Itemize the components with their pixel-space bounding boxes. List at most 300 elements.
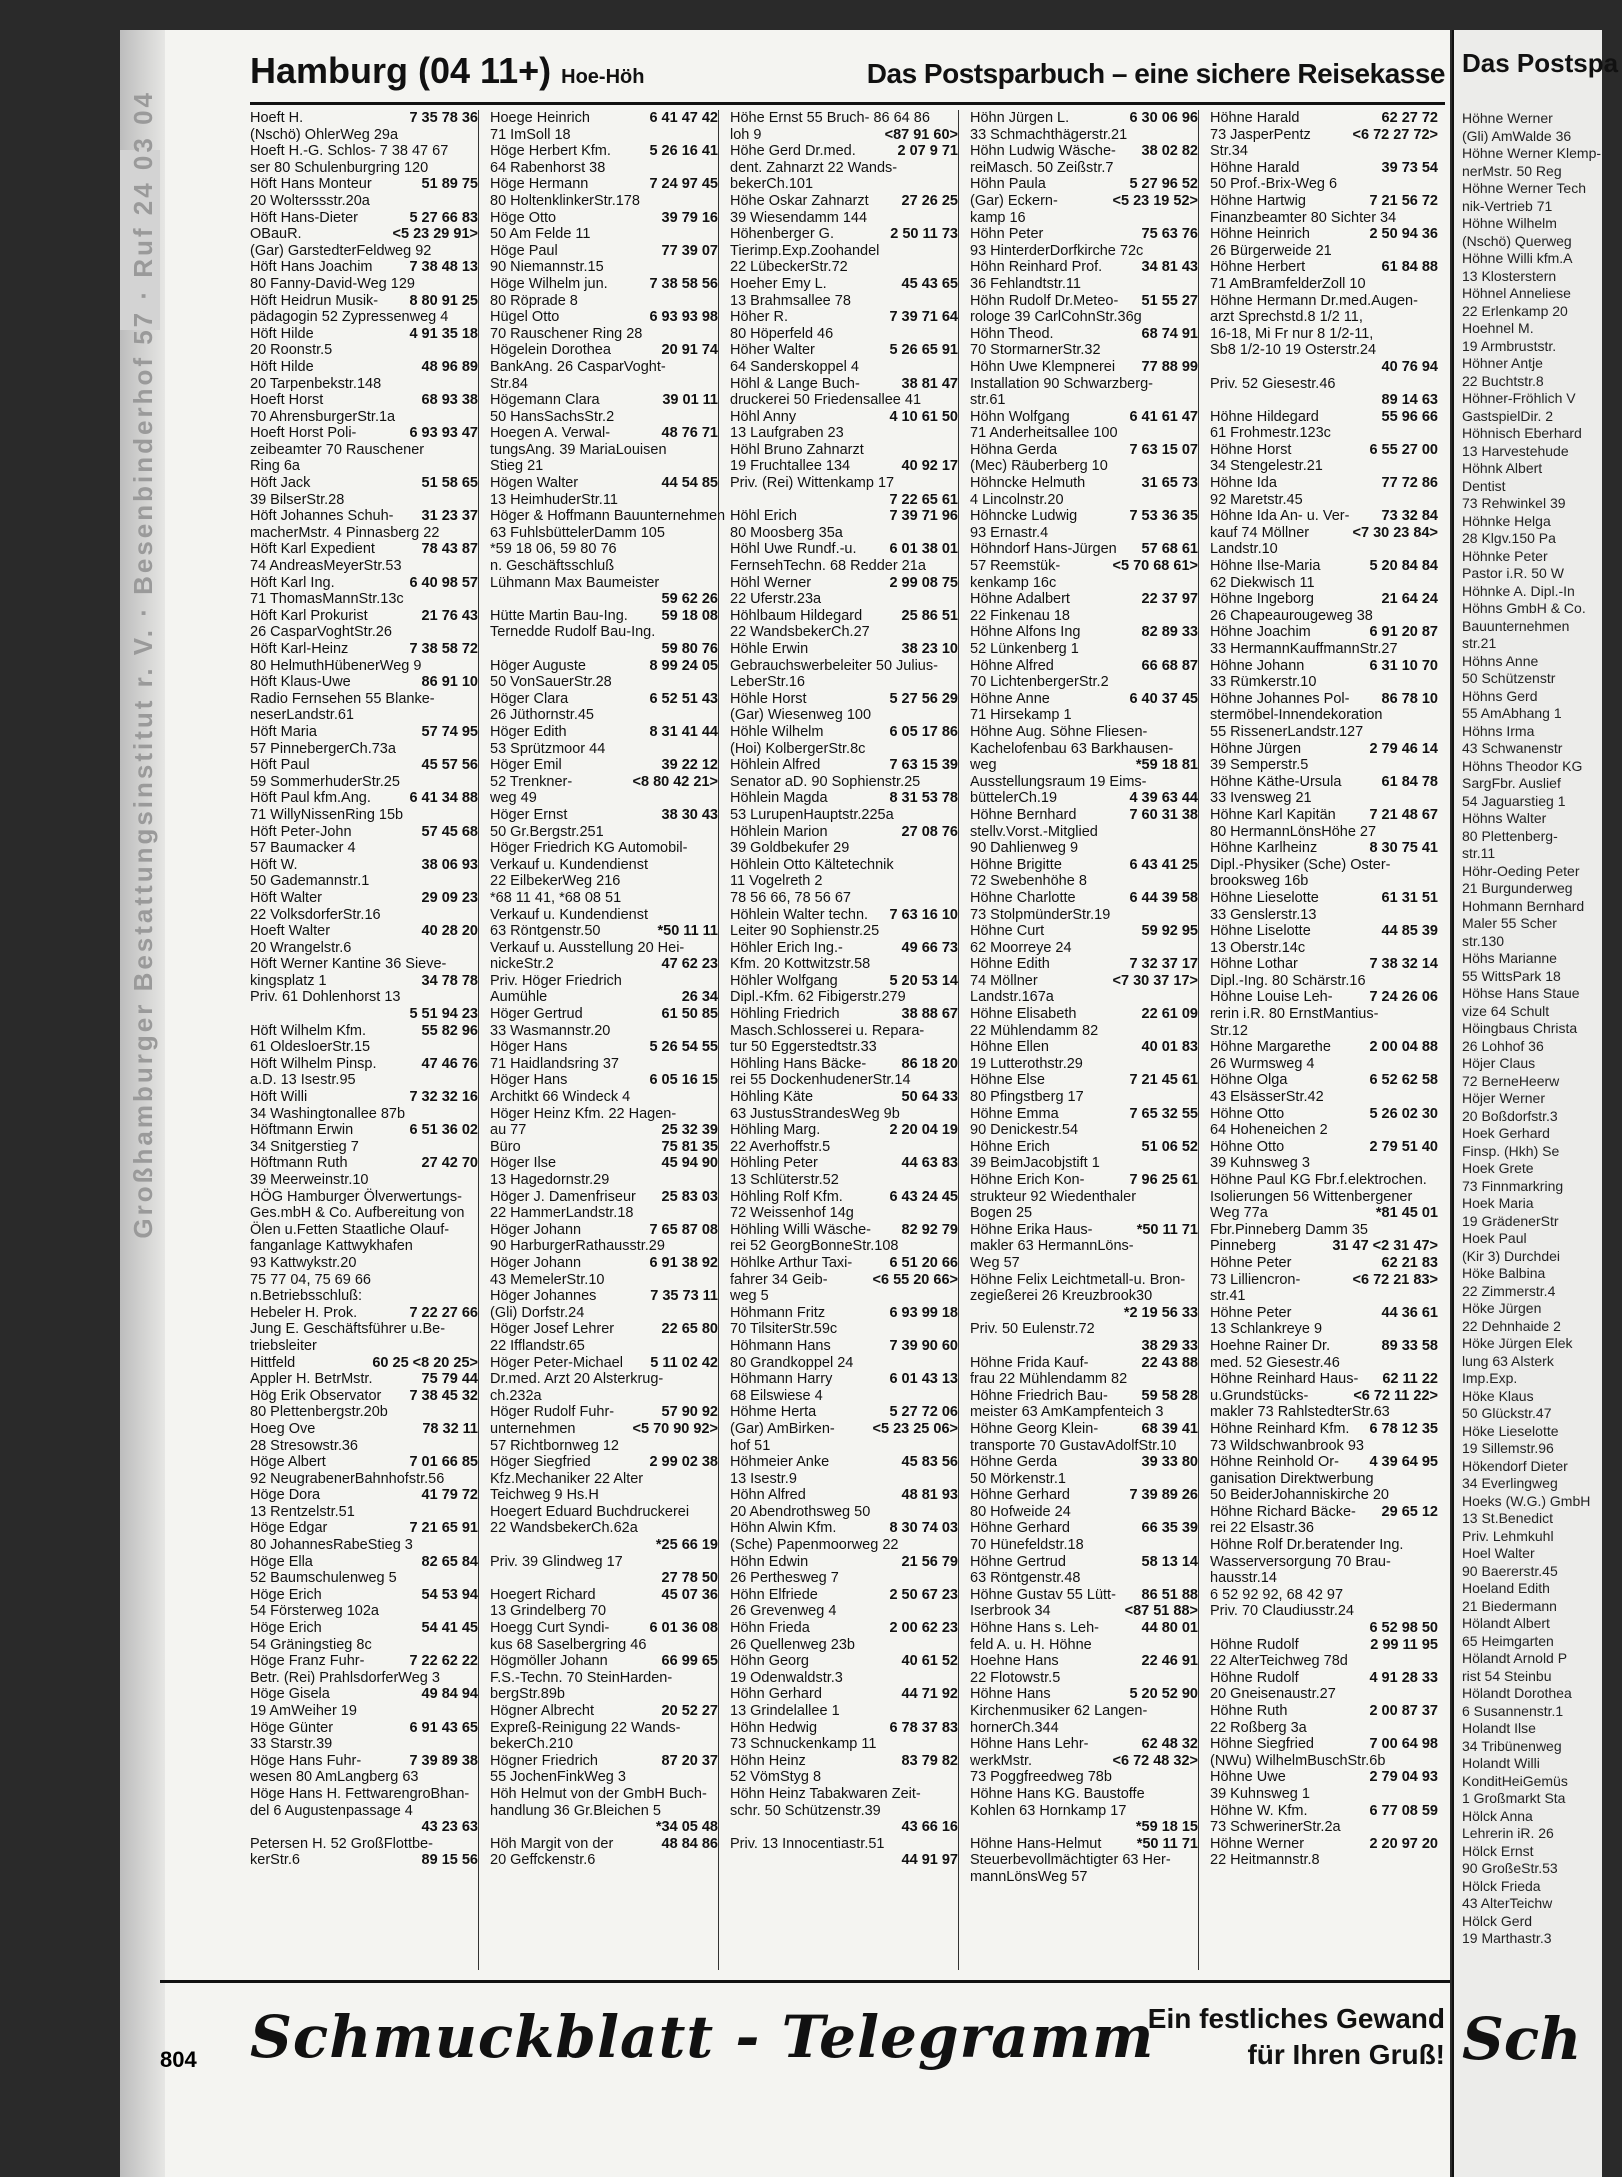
entry-phone: 44 63 83 xyxy=(901,1155,958,1172)
entry-name: Höhne Emma xyxy=(970,1105,1059,1122)
entry-name: 4 Lincolnstr.20 xyxy=(970,491,1064,508)
next-page-line: str.130 xyxy=(1462,932,1505,949)
entry-name: 80 HoltenklinkerStr.178 xyxy=(490,192,640,209)
entry-name: 39 Kuhnsweg 3 xyxy=(1210,1155,1310,1172)
directory-entry xyxy=(1210,1554,1438,1571)
entry-phone xyxy=(714,907,718,924)
entry-phone xyxy=(1434,1222,1438,1239)
entry-phone: 7 96 25 61 xyxy=(1129,1172,1198,1188)
entry-phone: 7 22 27 66 xyxy=(409,1304,478,1321)
directory-entry xyxy=(490,226,718,243)
directory-entry xyxy=(1210,1471,1438,1488)
directory-entry xyxy=(970,940,1198,957)
entry-name: 61 OldesloerStr.15 xyxy=(250,1039,371,1056)
directory-entry xyxy=(250,1222,478,1239)
directory-entry xyxy=(730,1023,958,1040)
entry-phone: 7 39 89 38 xyxy=(409,1752,478,1769)
entry-phone xyxy=(474,1786,478,1803)
directory-entry xyxy=(730,1006,958,1023)
entry-name: Stieg 21 xyxy=(490,458,544,475)
directory-entry xyxy=(1210,1238,1438,1255)
directory-entry xyxy=(490,1355,718,1372)
entry-phone xyxy=(474,907,478,924)
entry-name: 39 Semperstr.5 xyxy=(1210,757,1309,774)
entry-phone xyxy=(714,127,718,144)
entry-phone xyxy=(954,1039,958,1056)
directory-entry xyxy=(970,774,1198,791)
entry-name: Höge Albert xyxy=(250,1454,326,1471)
entry-phone: 54 53 94 xyxy=(421,1586,478,1603)
entry-name: feld A. u. H. Höhne xyxy=(970,1636,1092,1653)
directory-entry xyxy=(490,1587,718,1604)
entry-name: 74 AndreasMeyerStr.53 xyxy=(250,558,402,575)
entry-name: Höhne Else xyxy=(970,1072,1045,1089)
entry-name: Höger Hans xyxy=(490,1072,568,1089)
next-page-line: Höke Lieselotte xyxy=(1462,1422,1559,1439)
directory-entry xyxy=(970,624,1198,641)
directory-entry xyxy=(970,1852,1198,1869)
entry-phone: 5 51 94 23 xyxy=(409,1006,478,1023)
directory-entry xyxy=(730,110,958,127)
entry-phone xyxy=(1434,1006,1438,1023)
entry-name: 13 Grindelallee 1 xyxy=(730,1703,840,1719)
directory-entry xyxy=(730,608,958,625)
entry-phone: 82 65 84 xyxy=(421,1553,478,1570)
entry-name: 22 HammerLandstr.18 xyxy=(490,1205,634,1222)
directory-entry xyxy=(1210,741,1438,758)
entry-phone xyxy=(954,1537,958,1554)
entry-name: 70 LichtenbergerStr.2 xyxy=(970,674,1109,691)
entry-name: Höft Walter xyxy=(250,889,322,906)
next-page-line: Höhne Werner xyxy=(1462,110,1553,126)
directory-entry xyxy=(1210,807,1438,824)
directory-entry xyxy=(730,940,958,957)
entry-phone: 7 65 32 55 xyxy=(1129,1105,1198,1122)
entry-name: stermöbel-Innendekoration xyxy=(1210,707,1383,724)
entry-name: Dipl.-Physiker (Sche) Oster- xyxy=(1210,856,1391,873)
directory-entry xyxy=(250,1487,478,1504)
entry-name: 13 Grindelberg 70 xyxy=(490,1603,607,1620)
directory-entry xyxy=(1210,143,1438,160)
entry-name: 13 Schlüterstr.52 xyxy=(730,1172,839,1188)
directory-entry xyxy=(250,1670,478,1687)
directory-entry xyxy=(1210,1520,1438,1537)
entry-name: Höge Paul xyxy=(490,242,558,259)
entry-phone xyxy=(954,293,958,310)
entry-phone xyxy=(714,525,718,542)
directory-entry xyxy=(1210,1603,1438,1620)
entry-phone xyxy=(474,409,478,426)
entry-name: Höhne Karl Kapitän xyxy=(1210,806,1336,823)
entry-name: (Nschö) OhlerWeg 29a xyxy=(250,126,399,143)
directory-entry xyxy=(1210,1006,1438,1023)
next-page-line: (Gli) AmWalde 36 xyxy=(1462,127,1572,144)
entry-name: weg 5 xyxy=(730,1288,769,1305)
entry-phone xyxy=(1194,1272,1198,1289)
entry-name: str.41 xyxy=(1210,1288,1246,1305)
entry-phone: 2 20 97 20 xyxy=(1369,1835,1438,1852)
directory-entry xyxy=(970,1620,1198,1637)
directory-entry xyxy=(1210,1023,1438,1040)
entry-name: Höhn Frieda xyxy=(730,1620,810,1637)
entry-phone: 39 73 54 xyxy=(1381,159,1438,176)
directory-entry xyxy=(1210,724,1438,741)
entry-phone: 7 39 89 26 xyxy=(1129,1487,1198,1504)
entry-name: Höft Paul xyxy=(250,757,310,774)
directory-entry xyxy=(490,1172,718,1189)
entry-name: OBauR. xyxy=(250,226,302,243)
entry-name: Dr.med. Arzt 20 Alsterkrug- xyxy=(490,1371,664,1388)
directory-entry xyxy=(250,1172,478,1189)
directory-page xyxy=(120,30,1450,2177)
entry-phone xyxy=(1434,1288,1438,1305)
entry-name: Höft W. xyxy=(250,856,298,873)
entry-name: Priv. 39 Glindweg 17 xyxy=(490,1553,623,1570)
entry-phone xyxy=(954,525,958,542)
entry-name: Tierimp.Exp.Zoohandel xyxy=(730,242,880,259)
next-page-line: 28 Klgv.150 Pa xyxy=(1462,530,1556,546)
directory-entry xyxy=(970,1288,1198,1305)
directory-entry xyxy=(970,1072,1198,1089)
directory-entry xyxy=(490,1371,718,1388)
entry-phone: 49 66 73 xyxy=(901,939,958,956)
entry-phone: 62 48 32 xyxy=(1141,1736,1198,1753)
entry-phone: 6 52 51 43 xyxy=(649,690,718,707)
directory-entry xyxy=(970,243,1198,260)
directory-entry xyxy=(250,1803,478,1820)
directory-entry xyxy=(970,890,1198,907)
entry-phone: 2 00 04 88 xyxy=(1369,1039,1438,1056)
entry-phone xyxy=(1434,1023,1438,1040)
entry-phone xyxy=(1194,1155,1198,1172)
entry-name: 73 Schnuckenkamp 11 xyxy=(730,1736,877,1753)
entry-phone xyxy=(954,1106,958,1123)
entry-name: Aumühle xyxy=(490,989,548,1006)
entry-phone: 73 32 84 xyxy=(1381,508,1438,525)
next-page-line: Hökendorf Dieter xyxy=(1462,1457,1568,1474)
directory-entry xyxy=(490,1305,718,1322)
entry-name: Höhn Theod. xyxy=(970,325,1054,342)
entry-phone: 39 22 12 xyxy=(661,757,718,774)
entry-name: Ges.mbH & Co. Aufbereitung von xyxy=(250,1205,465,1222)
entry-phone xyxy=(474,127,478,144)
entry-name: Höger Hans xyxy=(490,1039,568,1056)
directory-entry xyxy=(970,376,1198,393)
entry-name: Höhmann Fritz xyxy=(730,1304,826,1321)
next-page-line: 72 BerneHeerw xyxy=(1462,1072,1560,1089)
entry-name: 22 Finkenau 18 xyxy=(970,607,1070,624)
directory-entry xyxy=(490,243,718,260)
directory-entry xyxy=(970,1670,1198,1687)
directory-entry xyxy=(250,973,478,990)
directory-entry xyxy=(970,840,1198,857)
entry-name: zeibeamter 70 Rauschener xyxy=(250,441,425,458)
entry-name: Höhne Karlheinz xyxy=(1210,840,1318,857)
entry-name: *59 18 06, 59 80 76 xyxy=(490,541,617,558)
entry-name: 22 LübeckerStr.72 xyxy=(730,259,848,276)
directory-entry xyxy=(970,1421,1198,1438)
directory-entry xyxy=(1210,1072,1438,1089)
entry-name: Höger Clara xyxy=(490,690,569,707)
directory-entry xyxy=(490,143,718,160)
directory-entry xyxy=(970,1786,1198,1803)
entry-phone xyxy=(1434,973,1438,990)
directory-entry xyxy=(1210,1454,1438,1471)
entry-name: weg 49 xyxy=(490,790,537,807)
entry-phone: 51 55 27 xyxy=(1141,292,1198,309)
entry-phone: 45 57 56 xyxy=(421,757,478,774)
directory-entry xyxy=(970,1471,1198,1488)
entry-name: Höhne Ruth xyxy=(1210,1703,1288,1719)
directory-entry xyxy=(970,1089,1198,1106)
directory-entry xyxy=(1210,210,1438,227)
next-page-line: str.11 xyxy=(1462,845,1496,861)
entry-name: Höftmann Ruth xyxy=(250,1155,348,1172)
page-footer xyxy=(160,1980,1450,2103)
directory-entry xyxy=(1210,1205,1438,1222)
entry-phone xyxy=(714,1388,718,1405)
directory-entry xyxy=(250,508,478,525)
directory-entry xyxy=(250,409,478,426)
entry-phone xyxy=(1194,1189,1198,1206)
entry-phone xyxy=(954,989,958,1006)
entry-phone xyxy=(474,276,478,293)
entry-name: Höhe Ernst 55 Bruch- 86 64 86 xyxy=(730,110,930,126)
entry-phone: 6 52 62 58 xyxy=(1369,1072,1438,1089)
entry-phone: 45 43 65 xyxy=(901,275,958,292)
entry-name: Höhne Uwe xyxy=(1210,1769,1286,1786)
entry-phone xyxy=(1194,309,1198,326)
entry-name: Höhne Gerhard xyxy=(970,1487,1070,1504)
directory-entry xyxy=(730,1222,958,1239)
entry-phone: 68 93 38 xyxy=(421,392,478,409)
entry-name: Priv. Höger Friedrich xyxy=(490,972,622,989)
directory-entry xyxy=(970,741,1198,758)
directory-entry xyxy=(490,873,718,890)
entry-name: 92 NeugrabenerBahnhofstr.56 xyxy=(250,1470,445,1487)
next-page-line: Hohmann Bernhard xyxy=(1462,897,1585,914)
entry-phone: 45 94 90 xyxy=(661,1155,718,1172)
entry-phone: 7 60 31 38 xyxy=(1129,806,1198,823)
directory-entry xyxy=(490,541,718,558)
directory-entry xyxy=(490,1404,718,1421)
entry-name: 71 Anderheitsallee 100 xyxy=(970,425,1118,442)
directory-entry xyxy=(730,724,958,741)
entry-name: Höhlke Arthur Taxi- xyxy=(730,1254,853,1271)
entry-phone: 7 21 45 61 xyxy=(1129,1072,1198,1089)
next-page-line: Höhns GmbH & Co. xyxy=(1462,600,1586,616)
next-page-line: 73 Finnmarkring xyxy=(1462,1177,1564,1194)
entry-name: Höft Johannes Schuh- xyxy=(250,508,394,525)
entry-name: Weg 57 xyxy=(970,1254,1020,1271)
directory-entry xyxy=(730,1487,958,1504)
entry-name: 63 JustusStrandesWeg 9b xyxy=(730,1105,900,1122)
entry-phone: 57 74 95 xyxy=(421,723,478,740)
entry-phone xyxy=(1434,309,1438,326)
directory-entry xyxy=(250,1438,478,1455)
entry-name: Höh Helmut von der GmbH Buch- xyxy=(490,1785,707,1802)
entry-name: Leiter 90 Sophienstr.25 xyxy=(730,923,880,940)
entry-name: hausstr.14 xyxy=(1210,1570,1277,1587)
directory-entry xyxy=(490,442,718,459)
directory-entry xyxy=(970,956,1198,973)
entry-phone xyxy=(1434,176,1438,193)
directory-entry xyxy=(970,1106,1198,1123)
next-page-line: KonditHeiGemüs xyxy=(1462,1772,1568,1789)
entry-name: Fbr.Pinneberg Damm 35 xyxy=(1210,1221,1368,1238)
directory-entry xyxy=(970,873,1198,890)
directory-entry xyxy=(250,674,478,691)
entry-phone xyxy=(1194,873,1198,890)
entry-phone: 27 42 70 xyxy=(421,1155,478,1172)
directory-entry xyxy=(490,807,718,824)
directory-entry xyxy=(730,873,958,890)
directory-entry xyxy=(730,342,958,359)
entry-phone xyxy=(954,890,958,907)
directory-entry xyxy=(1210,508,1438,525)
entry-name: Höhn Hedwig xyxy=(730,1719,818,1736)
entry-name: Höhlein Magda xyxy=(730,790,828,807)
entry-name: 64 Sanderskoppel 4 xyxy=(730,358,859,375)
entry-name: Höhmann Harry xyxy=(730,1371,833,1388)
directory-entry xyxy=(1210,873,1438,890)
entry-name: 22 Heitmannstr.8 xyxy=(1210,1852,1320,1869)
entry-phone xyxy=(1194,575,1198,592)
directory-entry xyxy=(970,1570,1198,1587)
directory-entry xyxy=(970,641,1198,658)
entry-name: Höhne Charlotte xyxy=(970,889,1076,906)
directory-entry xyxy=(250,492,478,509)
entry-name: Betr. (Rei) PrahlsdorferWeg 3 xyxy=(250,1669,440,1686)
directory-entry xyxy=(1210,1786,1438,1803)
entry-name: Höhn Elfriede xyxy=(730,1586,818,1603)
entry-phone: 43 66 16 xyxy=(901,1819,958,1836)
next-page-line: 13 St.Benedict xyxy=(1462,1510,1554,1526)
entry-phone: 89 15 56 xyxy=(421,1852,478,1869)
entry-phone: 38 29 33 xyxy=(1141,1337,1198,1354)
next-page-header: Das Postspa xyxy=(1462,48,1619,78)
entry-name: Hütte Martin Bau-Ing. xyxy=(490,607,628,624)
directory-entry xyxy=(490,1238,718,1255)
directory-entry xyxy=(730,591,958,608)
entry-name: 73 Lilliencron- xyxy=(1210,1271,1301,1288)
next-page-line: Höhner Antje xyxy=(1462,355,1543,371)
entry-phone xyxy=(1194,1238,1198,1255)
directory-entry xyxy=(970,276,1198,293)
directory-entry xyxy=(490,1653,718,1670)
entry-phone: <6 55 20 66> xyxy=(872,1271,958,1288)
directory-entry xyxy=(730,1155,958,1172)
entry-phone: 2 99 02 38 xyxy=(649,1454,718,1471)
directory-entry xyxy=(1210,525,1438,542)
entry-phone xyxy=(1434,1819,1438,1836)
entry-phone xyxy=(1194,425,1198,442)
entry-name: Höhne Hans Lehr- xyxy=(970,1736,1089,1753)
directory-entry xyxy=(490,1039,718,1056)
entry-phone: 5 26 02 30 xyxy=(1369,1105,1438,1122)
entry-name: 33 HermannKauffmannStr.27 xyxy=(1210,641,1398,657)
entry-name: Höhne Erika Haus- xyxy=(970,1221,1093,1238)
directory-entry xyxy=(730,160,958,177)
directory-entry xyxy=(1210,293,1438,310)
entry-name: Höhlein Marion xyxy=(730,823,828,840)
directory-entry xyxy=(1210,1570,1438,1587)
directory-entry xyxy=(250,1753,478,1770)
directory-entry xyxy=(730,790,958,807)
next-page-line: vize 64 Schult xyxy=(1462,1002,1550,1019)
entry-phone: 8 30 75 41 xyxy=(1369,840,1438,857)
entry-phone xyxy=(1434,907,1438,924)
entry-phone xyxy=(1434,342,1438,359)
entry-phone xyxy=(954,1736,958,1753)
entry-phone xyxy=(954,807,958,824)
entry-name: Höhne Edith xyxy=(970,956,1050,973)
directory-entry xyxy=(250,342,478,359)
directory-entry xyxy=(1210,193,1438,210)
entry-name: Ring 6a xyxy=(250,458,300,475)
directory-entry xyxy=(730,1471,958,1488)
directory-entry xyxy=(1210,857,1438,874)
entry-name: Hoegert Eduard Buchdruckerei xyxy=(490,1503,690,1520)
directory-entry xyxy=(730,1371,958,1388)
directory-entry xyxy=(970,1603,1198,1620)
directory-entry xyxy=(1210,1189,1438,1206)
directory-entry xyxy=(730,525,958,542)
entry-name: Petersen H. 52 GroßFlottbe- xyxy=(250,1835,433,1852)
entry-name: Höhne Hartwig xyxy=(1210,192,1306,209)
directory-entry xyxy=(970,1321,1198,1338)
directory-entry xyxy=(1210,1404,1438,1421)
entry-phone: <8 80 42 21> xyxy=(632,773,718,790)
directory-entry xyxy=(1210,1653,1438,1670)
entry-phone: 7 38 32 14 xyxy=(1369,956,1438,973)
next-page-line: Holandt Willi xyxy=(1462,1755,1540,1771)
entry-name: Höft Hans-Dieter xyxy=(250,209,358,226)
directory-entry xyxy=(730,1122,958,1139)
entry-phone: *81 45 01 xyxy=(1375,1205,1438,1222)
directory-entry xyxy=(730,1355,958,1372)
entry-name: 13 Oberstr.14c xyxy=(1210,939,1306,956)
entry-name: Högner Albrecht xyxy=(490,1703,594,1719)
directory-entry xyxy=(1210,226,1438,243)
entry-name: Höhne Brigitte xyxy=(970,856,1062,873)
entry-name: 61 Frohmestr.123c xyxy=(1210,425,1331,442)
entry-name: bekerCh.101 xyxy=(730,176,814,193)
directory-entry xyxy=(970,1520,1198,1537)
directory-entry xyxy=(970,458,1198,475)
entry-name: 71 Hirsekamp 1 xyxy=(970,707,1072,724)
directory-entry xyxy=(250,724,478,741)
entry-phone xyxy=(714,575,718,592)
entry-phone xyxy=(1434,1653,1438,1670)
directory-entry xyxy=(730,210,958,227)
directory-entry xyxy=(730,1570,958,1587)
entry-phone xyxy=(714,1603,718,1620)
entry-name: 57 Reemstük- xyxy=(970,558,1061,575)
entry-phone: 78 32 11 xyxy=(422,1420,478,1437)
entry-name: Hügel Otto xyxy=(490,309,560,326)
entry-phone: 7 00 64 98 xyxy=(1369,1736,1438,1753)
entry-phone xyxy=(1434,790,1438,807)
directory-entry xyxy=(1210,1720,1438,1737)
entry-phone: 20 52 27 xyxy=(661,1703,718,1719)
entry-name: büttelerCh.19 xyxy=(970,790,1058,807)
entry-phone xyxy=(474,1769,478,1786)
directory-entry xyxy=(730,989,958,1006)
entry-name: 6 52 92 92, 68 42 97 xyxy=(1210,1586,1344,1603)
entry-phone xyxy=(714,458,718,475)
entry-name: Höhne Johannes Pol- xyxy=(1210,690,1350,707)
